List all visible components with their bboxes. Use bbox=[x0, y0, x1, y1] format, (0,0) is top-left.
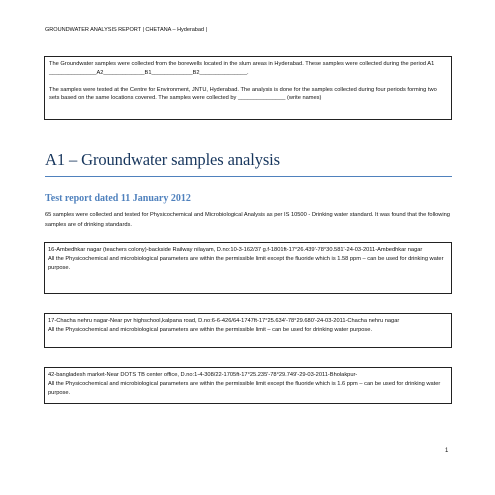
sample-location: 16-Ambedhkar nagar (teachers colony)-backside Railway nilayam, D.no:10-3-162/37 g.f-1801ft-17°26.439'-78°30.581'-24-03-2011-Ambedhkar nagar bbox=[48, 247, 423, 253]
page-number: 1 bbox=[445, 448, 449, 454]
page-title: A1 – Groundwater samples analysis bbox=[45, 150, 280, 169]
sample-box bbox=[44, 313, 452, 348]
sample-result: All the Physicochemical and microbiological parameters are within the permissible limit except the fluoride which is 1.6 ppm – can be used for drinking water purpose. bbox=[48, 381, 441, 397]
sample-location: 17-Chacha nehru nagar-Near pvr highschool,kalpana road, D.no:6-6-426/64-1747ft-17°25.634'-78°29.680'-24-03-2011-Chacha nehru nagar bbox=[48, 318, 400, 324]
intro-paragraph-lab: The samples were tested at the Centre for Environment, JNTU, Hyderabad. The analysis is done for the samples collected during four periods forming two sets based on the same locations covered. The samples were collected by _______________ (write names) bbox=[49, 86, 437, 102]
sample-box bbox=[44, 242, 452, 294]
intro-box bbox=[44, 56, 452, 120]
page-header: GROUNDWATER ANALYSIS REPORT | CHETANA – Hyderabad | bbox=[45, 27, 207, 33]
sample-location: 42-bangladesh market-Near DOTS TB center office, D.no:1-4-308/22-1705ft-17°25.235'-78°29.749'-29-03-2011-Bholakpur- bbox=[48, 372, 358, 378]
sample-result: All the Physicochemical and microbiological parameters are within the permissible limit – can be used for drinking water purpose. bbox=[48, 327, 373, 334]
intro-paragraph-period: The Groundwater samples were collected from the borewells located in the slum areas in Hyderabad. These samples were collected during the period A1 _______________A2_____________B1_____________B2_______________. bbox=[49, 61, 435, 76]
title-underline bbox=[45, 176, 452, 177]
report-description: 65 samples were collected and tested for Physicochemical and Microbiological Analysis as per IS 10500 - Drinking water standard. It was found that the following samples are of drinking standards. bbox=[45, 212, 450, 228]
sample-result: All the Physicochemical and microbiological parameters are within the permissible limit except the fluoride which is 1.58 ppm – can be used for drinking water purpose. bbox=[48, 256, 444, 272]
sample-box bbox=[44, 367, 452, 404]
report-subtitle: Test report dated 11 January 2012 bbox=[45, 193, 191, 204]
